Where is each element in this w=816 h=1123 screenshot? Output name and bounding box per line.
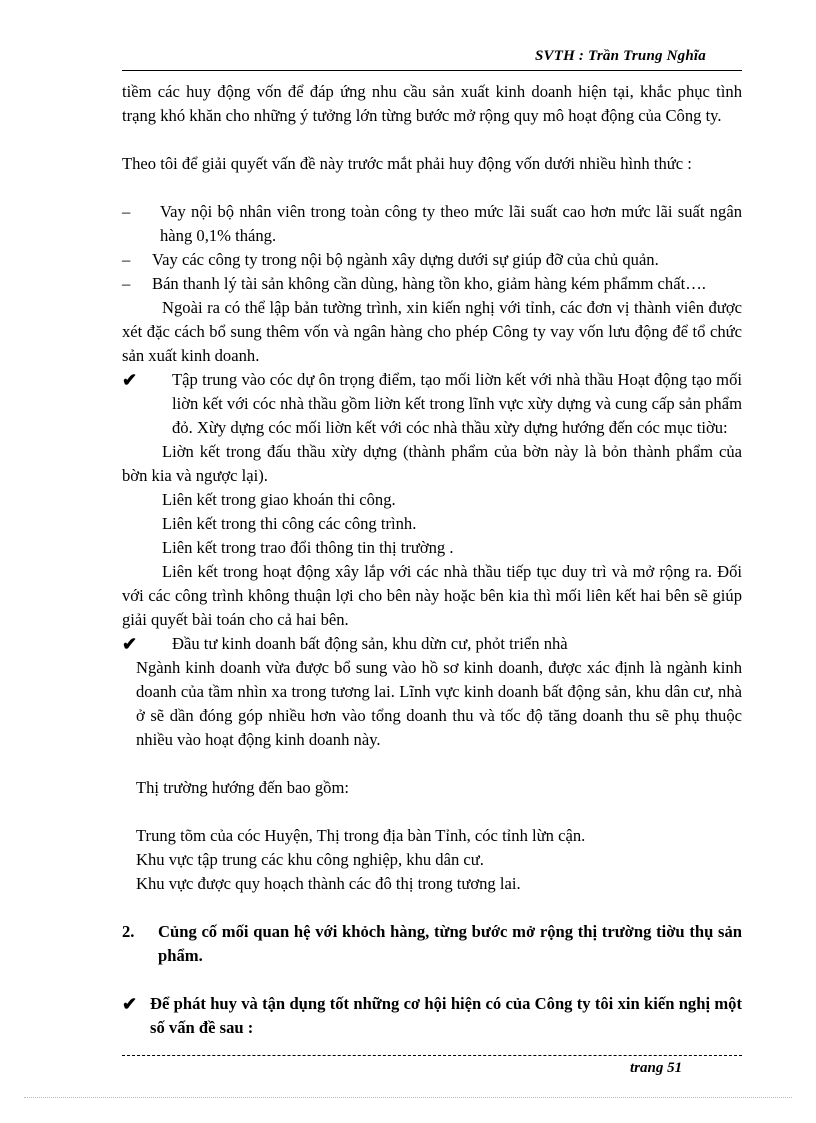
sub-item: Liên kết trong thi công các công trình. [162, 514, 417, 533]
list-item-text: Vay các công ty trong nội bộ ngành xây dựng dưới sự giúp đỡ của chủ quản. [152, 250, 659, 269]
page-number: trang 51 [630, 1060, 683, 1076]
paragraph-market: Thị trường hướng đến bao gồm: [136, 778, 349, 797]
real-estate-block [122, 656, 742, 896]
check-item-text: Tập trung vào cóc dự ôn trọng điểm, tạo mối liờn kết với nhà thầu Hoạt động tạo mối liờn kết với cóc nhà thầu gồm liờn kết trong lĩnh vực xừy dựng và cung cấp sản phẩm đỏ. Xừy dựng cóc mối liờn kết với cóc nhà thầu xừy dựng hướng đến cóc mục tiờu: [172, 370, 742, 437]
market-item: Trung tõm của cóc Huyện, Thị trong địa bàn Tỉnh, cóc tỉnh lừn cận. [136, 826, 586, 845]
sub-item: Liên kết trong trao đổi thông tin thị trường . [162, 538, 454, 557]
numbered-heading [122, 920, 742, 968]
check-item-text: Đầu tư kinh doanh bất động sản, khu dừn cư, phỏt triển nhà [172, 634, 568, 653]
list-item-text: Bán thanh lý tài sản không cần dùng, hàng tồn kho, giảm hàng kém phẩmm chất…. [152, 274, 706, 293]
market-item: Khu vực được quy hoạch thành các đô thị trong tương lai. [136, 874, 521, 893]
dash-bullet: – [122, 250, 131, 269]
check-item [122, 632, 742, 656]
dash-bullet: – [122, 274, 131, 293]
page-body [122, 80, 742, 1040]
checkmark-icon: ✔ [122, 370, 138, 390]
dash-bullet: – [122, 202, 131, 221]
check-heading-text: Để phát huy và tận dụng tốt những cơ hội hiện có của Công ty tôi xin kiến nghị một số vấn đề sau : [150, 994, 742, 1037]
market-item: Khu vực tập trung các khu công nghiệp, khu dân cư. [136, 850, 484, 869]
sub-item: Liên kết trong giao khoán thi công. [162, 490, 396, 509]
sub-item: Liờn kết trong đấu thầu xừy dựng (thành phẩm của bờn này là bỏn thành phẩm của bờn kia và ngược lại). [122, 442, 742, 485]
footer-divider [122, 1055, 742, 1056]
page-header [122, 42, 742, 71]
list-item-text: Vay nội bộ nhân viên trong toàn công ty theo mức lãi suất cao hơn mức lãi suất ngân hàng 0,1% tháng. [160, 202, 742, 245]
check-heading [122, 992, 742, 1040]
sub-item: Liên kết trong hoạt động xây lắp với các nhà thầu tiếp tục duy trì và mở rộng ra. Đối với các công trình không thuận lợi cho bên này hoặc bên kia thì mối liên kết hai bên sẽ giúp giải quyết bài toán cho cả hai bên. [122, 562, 742, 629]
heading-text: Củng cố mối quan hệ với khỏch hàng, từng bước mở rộng thị trường tiờu thụ sản phẩm. [158, 922, 742, 965]
heading-number: 2. [122, 922, 135, 941]
paragraph-additional: Ngoài ra có thể lập bản tường trình, xin kiến nghị với tỉnh, các đơn vị thành viên được xét đặc cách bổ sung thêm vốn và ngân hàng cho phép Công ty vay vốn lưu động để tổ chức sản xuất kinh doanh. [122, 298, 742, 365]
paragraph-intro: tiềm các huy động vốn để đáp ứng nhu cầu sản xuất kinh doanh hiện tại, khắc phục tình trạng khó khăn cho những ý tưởng lớn từng bước mở rộng quy mô hoạt động của Công ty. [122, 82, 742, 125]
list-item [122, 248, 742, 272]
paragraph-solution: Theo tôi để giải quyết vấn đề này trước mắt phải huy động vốn dưới nhiều hình thức : [122, 154, 692, 173]
paragraph-real-estate: Ngành kinh doanh vừa được bổ sung vào hồ sơ kinh doanh, được xác định là ngành kinh doanh của tầm nhìn xa trong tương lai. Lĩnh vực kinh doanh bất động sản, khu dân cư, nhà ở sẽ dần đóng góp nhiều hơn vào tổng doanh thu và tốc độ tăng doanh thu sẽ phụ thuộc nhiều vào hoạt động kinh doanh này. [136, 658, 742, 749]
check-item [122, 368, 742, 440]
list-item [122, 200, 742, 248]
page-edge-divider [24, 1097, 792, 1098]
list-item [122, 272, 742, 296]
checkmark-icon: ✔ [122, 634, 138, 654]
checkmark-icon: ✔ [122, 994, 138, 1014]
header-author: SVTH : Trần Trung Nghĩa [534, 48, 706, 64]
